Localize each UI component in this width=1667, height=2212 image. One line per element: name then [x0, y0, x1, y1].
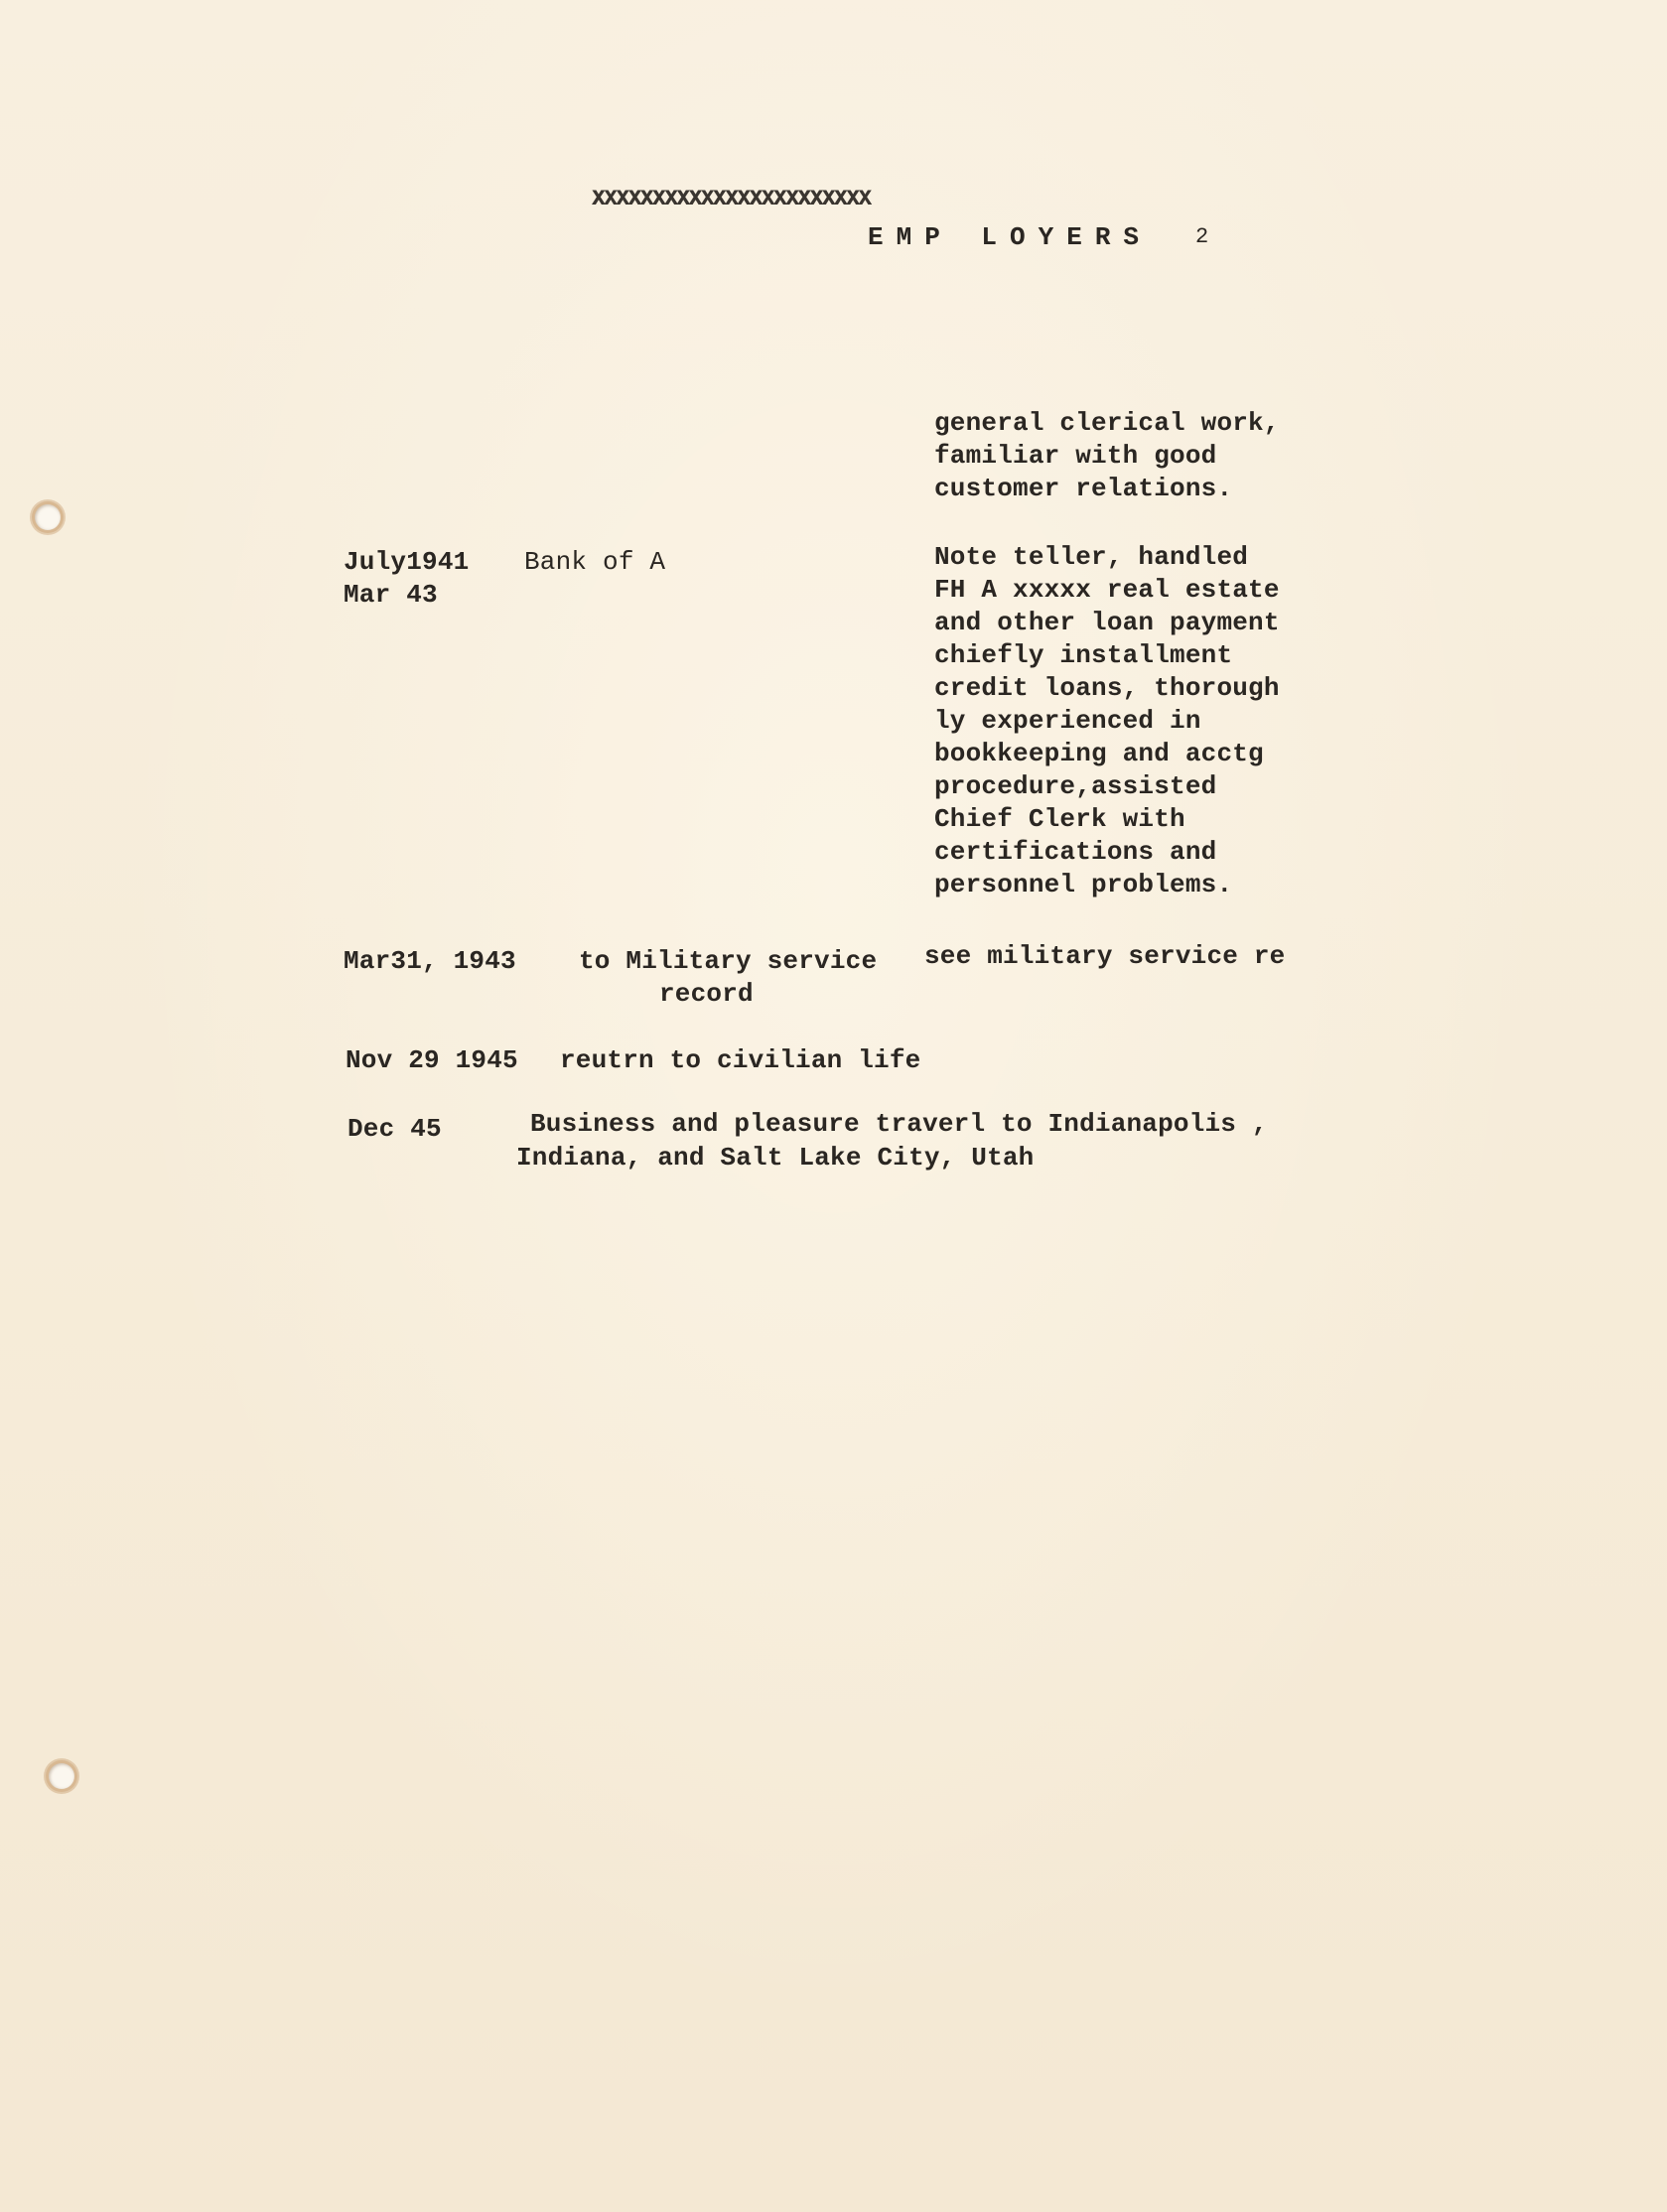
travel-date: Dec 45	[347, 1114, 442, 1144]
civilian-date: Nov 29 1945	[346, 1045, 518, 1075]
military-text: to Military service	[579, 946, 878, 976]
bank-description-line: Note teller, handled	[934, 542, 1249, 572]
bank-description-line: FH A xxxxx real estate	[934, 575, 1280, 605]
bank-description-line: chiefly installment	[934, 640, 1233, 670]
continued-description-line: familiar with good	[934, 441, 1217, 471]
struck-out-header: XXXXXXXXXXXXXXXXXXXXXXX	[592, 187, 871, 211]
bank-description-line: certifications and	[934, 837, 1217, 867]
bank-date-end: Mar 43	[344, 580, 438, 610]
travel-line-1: Business and pleasure traverl to Indianapolis ,	[530, 1109, 1268, 1139]
bank-description-line: Chief Clerk with	[934, 804, 1185, 834]
bank-description-line: bookkeeping and acctg	[934, 739, 1264, 768]
bank-description-line: ly experienced in	[934, 706, 1201, 736]
travel-line-2: Indiana, and Salt Lake City, Utah	[516, 1143, 1035, 1173]
continued-description-line: customer relations.	[934, 474, 1233, 503]
bank-description-line: procedure,assisted	[934, 771, 1217, 801]
military-text-continued: record	[659, 979, 754, 1009]
bank-description-line: credit loans, thorough	[934, 673, 1280, 703]
bank-description-line: and other loan payment	[934, 608, 1280, 637]
civilian-text: reutrn to civilian life	[560, 1045, 921, 1075]
continued-description-line: general clerical work,	[934, 408, 1280, 438]
bank-employer: Bank of A	[524, 547, 666, 577]
binder-hole-bottom	[49, 1763, 74, 1789]
page-number: 2	[1195, 224, 1209, 249]
bank-date-start: July1941	[344, 547, 470, 577]
binder-hole-top	[35, 504, 61, 530]
page-title: EMP LOYERS	[868, 222, 1153, 252]
military-date: Mar31, 1943	[344, 946, 516, 976]
bank-description-line: personnel problems.	[934, 870, 1233, 899]
military-note: see military service re	[924, 941, 1286, 971]
